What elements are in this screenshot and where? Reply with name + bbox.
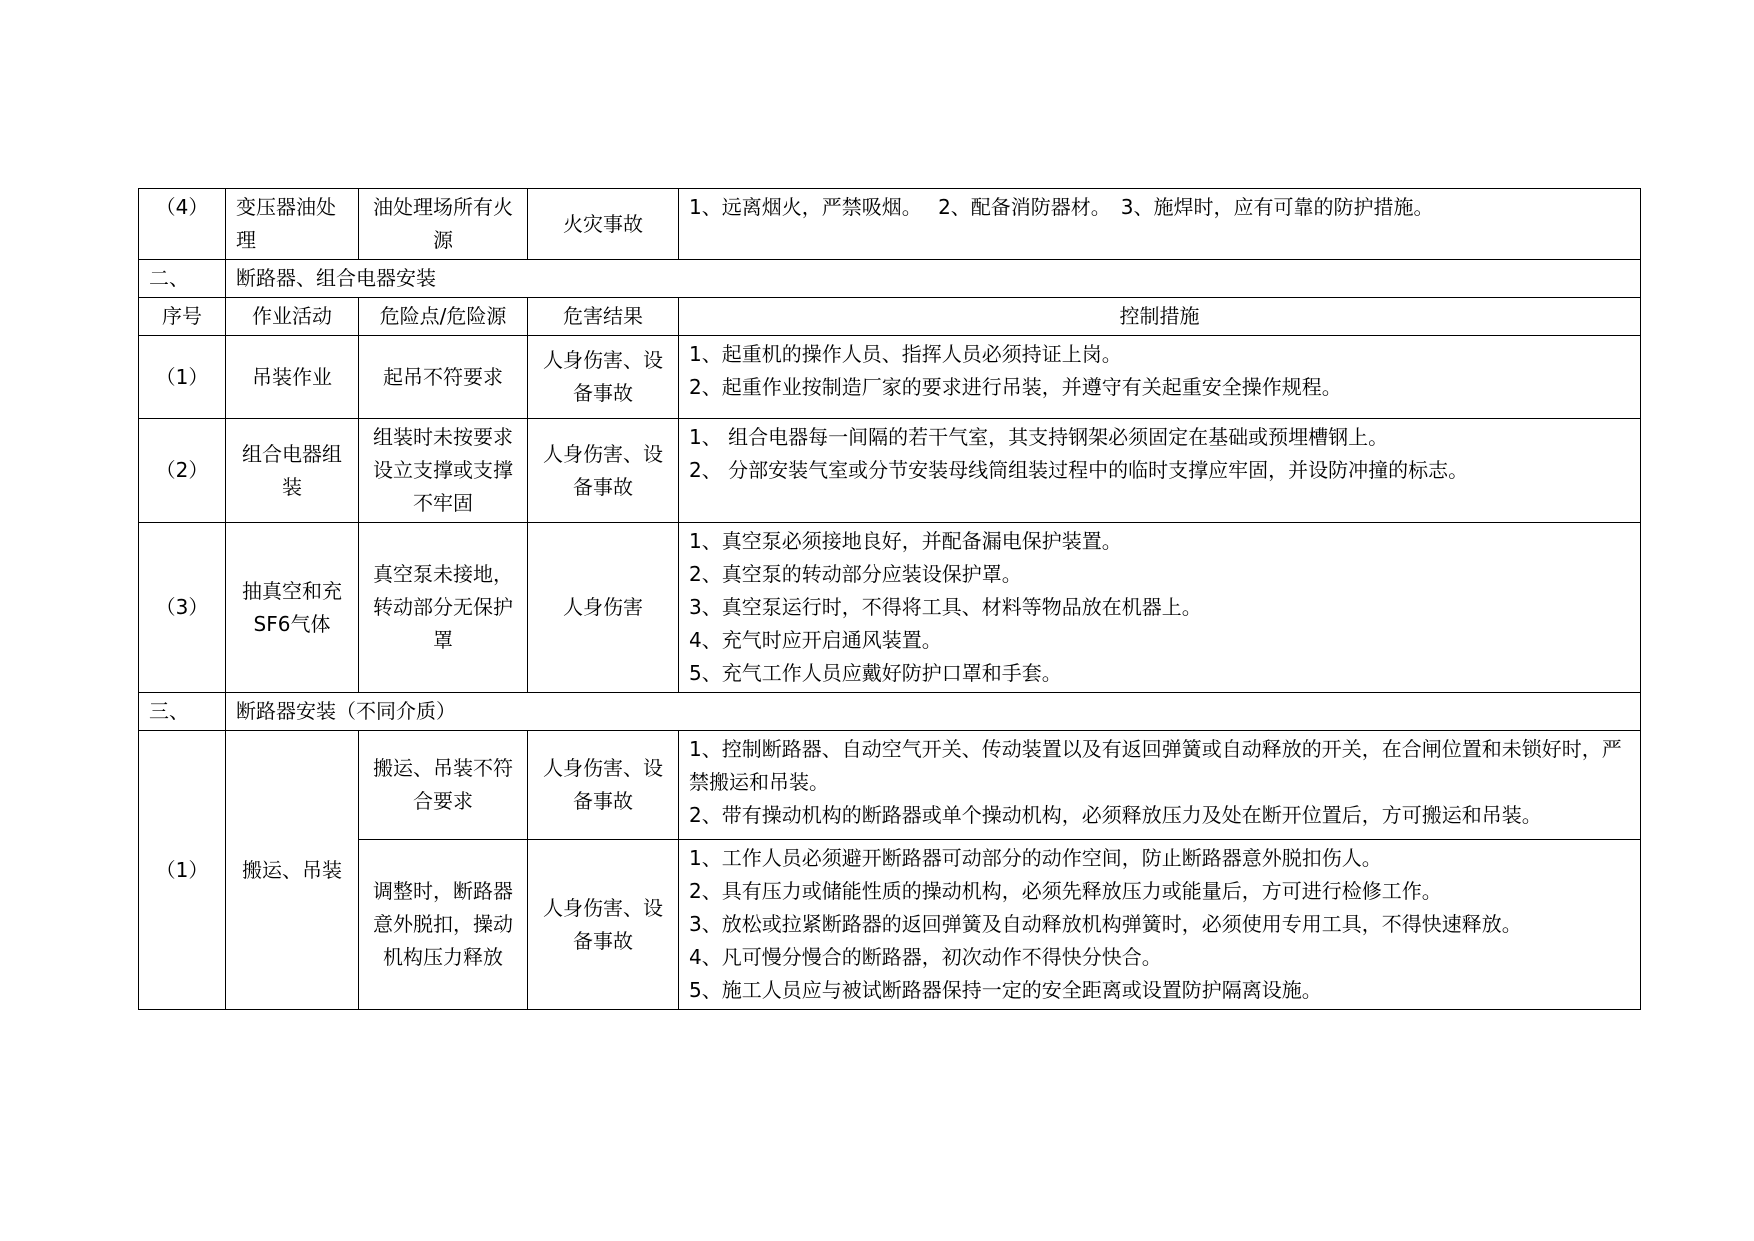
row-number: （4） — [139, 189, 226, 260]
table-row — [139, 731, 1641, 840]
result-cell: 人身伤害 — [528, 523, 679, 693]
section-title: 断路器安装（不同介质） — [226, 693, 1641, 731]
measure-line: 5、施工人员应与被试断路器保持一定的安全距离或设置防护隔离设施。 — [689, 978, 1322, 1002]
row-number: （1） — [139, 336, 226, 419]
activity-cell: 抽真空和充SF6气体 — [226, 523, 359, 693]
measure-line: 2、起重作业按制造厂家的要求进行吊装，并遵守有关起重安全操作规程。 — [689, 375, 1342, 399]
measure-line: 1、真空泵必须接地良好，并配备漏电保护装置。 — [689, 529, 1122, 553]
measures-cell — [679, 336, 1641, 419]
header-row — [139, 298, 1641, 336]
row-number: （2） — [139, 419, 226, 523]
section-title: 断路器、组合电器安装 — [226, 260, 1641, 298]
row-number: （1） — [139, 731, 226, 1010]
activity-cell: 变压器油处理 — [226, 189, 359, 260]
header-activity: 作业活动 — [226, 298, 359, 336]
result-cell: 人身伤害、设备事故 — [528, 840, 679, 1010]
measure-line: 4、充气时应开启通风装置。 — [689, 628, 942, 652]
measure-line: 2、带有操动机构的断路器或单个操动机构，必须释放压力及处在断开位置后，方可搬运和吊装。 — [689, 803, 1542, 827]
measures-cell — [679, 731, 1641, 840]
measure-line: 4、凡可慢分慢合的断路器，初次动作不得快分快合。 — [689, 945, 1162, 969]
measure-line: 1、工作人员必须避开断路器可动部分的动作空间，防止断路器意外脱扣伤人。 — [689, 846, 1382, 870]
measure-line: 1、远离烟火，严禁吸烟。 2、配备消防器材。 3、施焊时，应有可靠的防护措施。 — [689, 195, 1434, 219]
activity-cell: 组合电器组装 — [226, 419, 359, 523]
section-row — [139, 260, 1641, 298]
measure-line: 1、起重机的操作人员、指挥人员必须持证上岗。 — [689, 342, 1122, 366]
measure-line: 2、具有压力或储能性质的操动机构，必须先释放压力或能量后，方可进行检修工作。 — [689, 879, 1442, 903]
measure-line: 1、 组合电器每一间隔的若干气室，其支持钢架必须固定在基础或预埋槽钢上。 — [689, 425, 1389, 449]
row-number: （3） — [139, 523, 226, 693]
header-hazard: 危险点/危险源 — [359, 298, 528, 336]
header-number: 序号 — [139, 298, 226, 336]
table-row — [139, 523, 1641, 693]
hazard-cell: 组装时未按要求设立支撑或支撑不牢固 — [359, 419, 528, 523]
hazard-cell: 搬运、吊装不符合要求 — [359, 731, 528, 840]
safety-control-table — [138, 188, 1641, 1010]
measures-cell — [679, 419, 1641, 523]
result-cell: 人身伤害、设备事故 — [528, 731, 679, 840]
hazard-cell: 真空泵未接地，转动部分无保护罩 — [359, 523, 528, 693]
measure-line: 3、放松或拉紧断路器的返回弹簧及自动释放机构弹簧时，必须使用专用工具，不得快速释放。 — [689, 912, 1522, 936]
result-cell: 人身伤害、设备事故 — [528, 419, 679, 523]
table-row — [139, 189, 1641, 260]
measure-line: 3、真空泵运行时，不得将工具、材料等物品放在机器上。 — [689, 595, 1202, 619]
table-row — [139, 840, 1641, 1010]
section-row — [139, 693, 1641, 731]
measure-line: 5、充气工作人员应戴好防护口罩和手套。 — [689, 661, 1062, 685]
result-cell: 人身伤害、设备事故 — [528, 336, 679, 419]
table-row — [139, 419, 1641, 523]
measure-line: 2、真空泵的转动部分应装设保护罩。 — [689, 562, 1022, 586]
header-measures: 控制措施 — [679, 298, 1641, 336]
measure-line: 2、 分部安装气室或分节安装母线筒组装过程中的临时支撑应牢固，并设防冲撞的标志。 — [689, 458, 1469, 482]
hazard-cell: 调整时，断路器意外脱扣，操动机构压力释放 — [359, 840, 528, 1010]
result-cell: 火灾事故 — [528, 189, 679, 260]
measures-cell — [679, 189, 1641, 260]
measures-cell — [679, 840, 1641, 1010]
header-result: 危害结果 — [528, 298, 679, 336]
activity-cell: 吊装作业 — [226, 336, 359, 419]
section-number: 三、 — [139, 693, 226, 731]
measure-line: 1、控制断路器、自动空气开关、传动装置以及有返回弹簧或自动释放的开关，在合闸位置和未锁好时，严禁搬运和吊装。 — [689, 737, 1622, 794]
activity-cell: 搬运、吊装 — [226, 731, 359, 1010]
hazard-cell: 油处理场所有火源 — [359, 189, 528, 260]
table-row — [139, 336, 1641, 419]
section-number: 二、 — [139, 260, 226, 298]
measures-cell — [679, 523, 1641, 693]
hazard-cell: 起吊不符要求 — [359, 336, 528, 419]
